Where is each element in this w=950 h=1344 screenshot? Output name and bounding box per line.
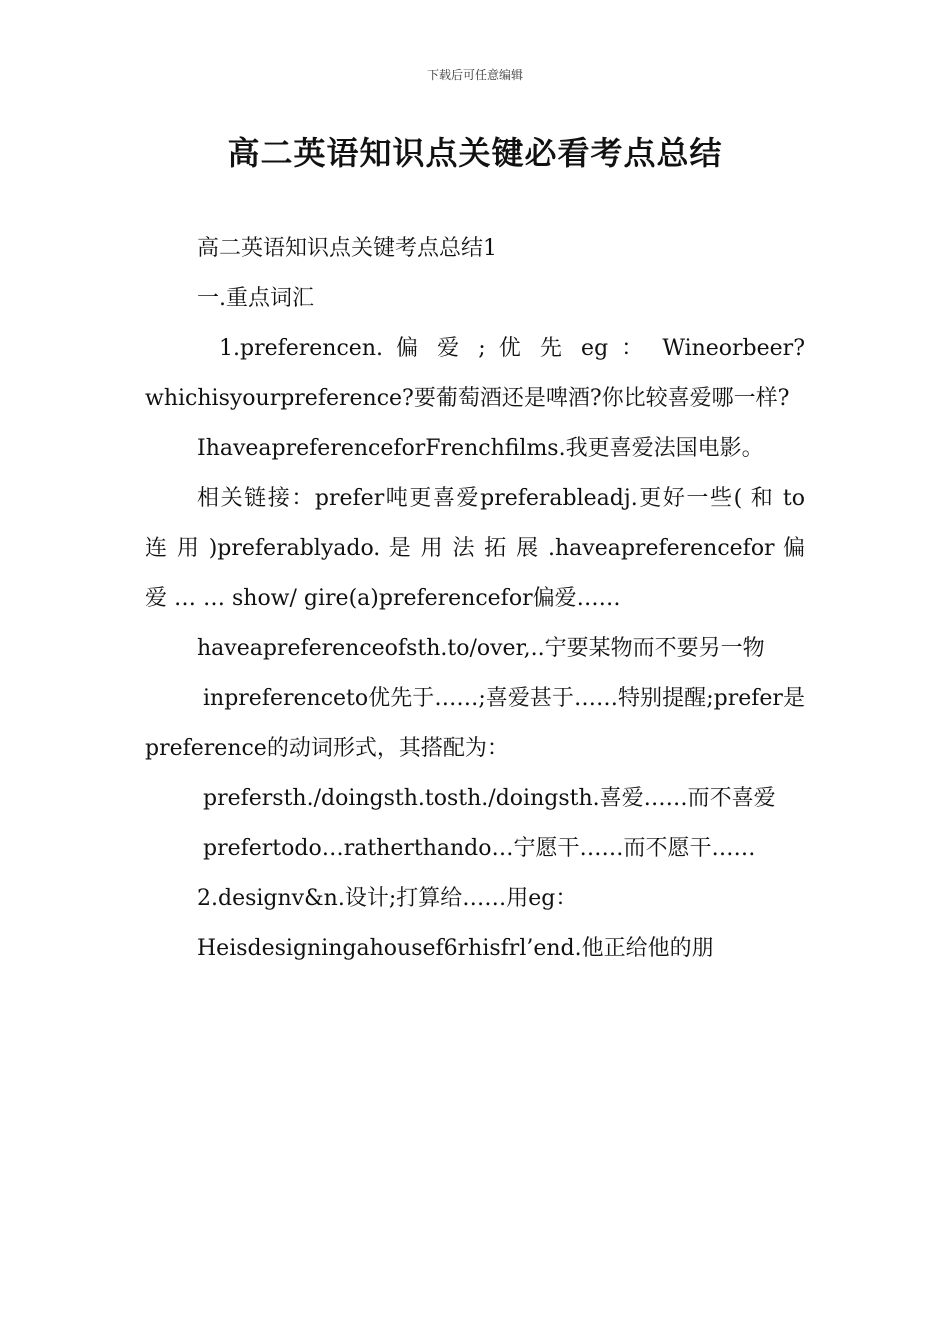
document-body [145,224,805,974]
paragraph-subheading: 一.重点词汇 [197,286,314,311]
paragraph-example: IhaveapreferenceforFrenchfilms.我更喜爱法国电影。 [197,436,764,461]
paragraph-phrase-2: inpreferenceto优先于……;喜爱甚于……特别提醒;prefer是preference的动词形式，其搭配为： [145,686,805,761]
paragraph-vocab-2: 2.designv&n.设计;打算给……用eg： [197,886,578,911]
paragraph-phrase-1: haveapreferenceofsth.to/over,..宁要某物而不要另一物 [197,636,765,661]
paragraph-vocab-1: 1.preferencen. 偏 爱 ; 优 先 eg ： Wineorbeer? whichisyourpreference?要葡萄酒还是啤酒?你比较喜爱哪一样? [145,336,805,411]
paragraph-related-links: 相关链接：prefer吨更喜爱preferableadj.更好一些( 和 to 连 用 )preferablyado. 是 用 法 拓 展 .haveapreferencefor 偏 爱 … … show/ gire(a)preferencefor偏爱…… [145,486,805,611]
paragraph-phrase-4: prefertodo…ratherthando…宁愿干……而不愿干…… [203,836,756,861]
header-note: 下载后可任意编辑 [426,68,523,82]
paragraph-phrase-3: prefersth./doingsth.tosth./doingsth.喜爱……而不喜爱 [203,786,776,811]
paragraph-example-2: Heisdesigningahousef6rhisfrl’end.他正给他的朋 [197,936,714,961]
document-title: 高二英语知识点关键必看考点总结 [227,134,723,172]
paragraph-section-heading: 高二英语知识点关键考点总结1 [197,236,497,261]
